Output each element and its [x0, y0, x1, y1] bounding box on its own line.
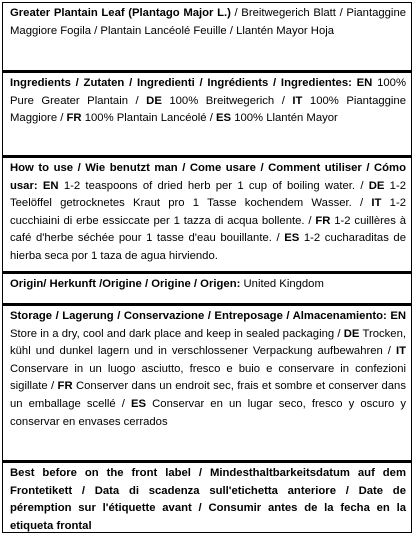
ingredients-es: 100% Llantén Mayor	[231, 112, 338, 125]
origin-section	[3, 274, 411, 303]
usage-section	[3, 158, 411, 271]
lang-code-en: EN	[390, 310, 407, 322]
storage-en: Store in a dry, cool and dark place and keep in sealed packaging /	[10, 327, 344, 340]
storage-es: Conservar en un lugar seco, fresco y oscuro y conservar en envases cerrados	[10, 397, 406, 428]
best-before-text: Best before on the front label / Mindesthaltbarkeitsdatum auf dem Frontetikett / Data di scadenza sull'etichetta anteriore / Date de péremption sur l'étiquette avant / Consumir antes de la fecha en la etiqueta frontal	[10, 467, 406, 532]
usage-fr: 1-2 cuillères à café d'herbe séchée pour 1 tasse d'eau bouillante. /	[10, 214, 406, 245]
usage-es: 1-2 cucharaditas de hierba seca por 1 taza de agua hirviendo.	[10, 232, 406, 262]
product-name-section	[3, 3, 411, 70]
ingredients-en: 100% Pure Greater Plantain /	[10, 77, 406, 107]
lang-code-it: IT	[292, 94, 303, 107]
lang-code-de: DE	[343, 327, 360, 340]
ingredients-heading: Ingredients / Zutaten / Ingredienti / Ingrédients / Ingredientes:	[10, 77, 352, 89]
storage-heading: Storage / Lagerung / Conservazione / Entreposage / Almacenamiento:	[10, 310, 387, 322]
product-name-latin: Greater Plantain Leaf (Plantago Major L.)	[10, 7, 231, 19]
lang-code-es: ES	[284, 232, 300, 245]
lang-code-en: EN	[42, 179, 59, 192]
usage-it: 1-2 cucchiaini di erbe essiccate per 1 tazza di acqua bollente. /	[10, 197, 406, 227]
storage-section	[3, 306, 411, 460]
product-label	[2, 2, 412, 533]
origin-value: United Kingdom	[240, 278, 324, 290]
ingredients-de: 100% Breitwegerich /	[161, 94, 293, 107]
lang-code-es: ES	[130, 397, 147, 410]
lang-code-en: EN	[356, 77, 373, 89]
lang-code-de: DE	[368, 179, 385, 192]
lang-code-it: IT	[371, 197, 382, 210]
storage-it: Conservare in un luogo asciutto, fresco e buio e conservare in confezioni sigillate /	[10, 362, 406, 393]
ingredients-it: 100% Piantaggine Maggiore /	[10, 94, 406, 125]
lang-code-it: IT	[395, 345, 406, 358]
lang-code-es: ES	[215, 112, 232, 125]
best-before-section	[3, 463, 411, 534]
usage-heading: How to use / Wie benutzt man / Come usare / Comment utiliser / Cómo usar:	[10, 162, 406, 192]
lang-code-fr: FR	[57, 380, 73, 393]
ingredients-fr: 100% Plantain Lancéolé /	[81, 112, 216, 125]
lang-code-fr: FR	[315, 214, 331, 227]
ingredients-section	[3, 73, 411, 155]
storage-de: Trocken, kühl und dunkel lagern und in verschlossener Verpackung aufbewahren /	[10, 327, 406, 358]
product-name-translations: / Breitwegerich Blatt / Piantaggine Maggiore Fogila / Plantain Lancéolé Feuille / Llantén Mayor Hoja	[10, 7, 407, 37]
storage-fr: Conserver dans un endroit sec, frais et sombre et conserver dans un emballage scellé /	[10, 380, 406, 410]
lang-code-fr: FR	[66, 112, 82, 125]
usage-de: 1-2 Teelöffel getrocknetes Kraut pro 1 Tasse kochendem Wasser. /	[10, 179, 407, 210]
origin-heading: Origin/ Herkunft /Origine / Origine / Origen:	[10, 278, 241, 290]
usage-en: 1-2 teaspoons of dried herb per 1 cup of boiling water. /	[58, 179, 369, 192]
lang-code-de: DE	[146, 94, 162, 107]
